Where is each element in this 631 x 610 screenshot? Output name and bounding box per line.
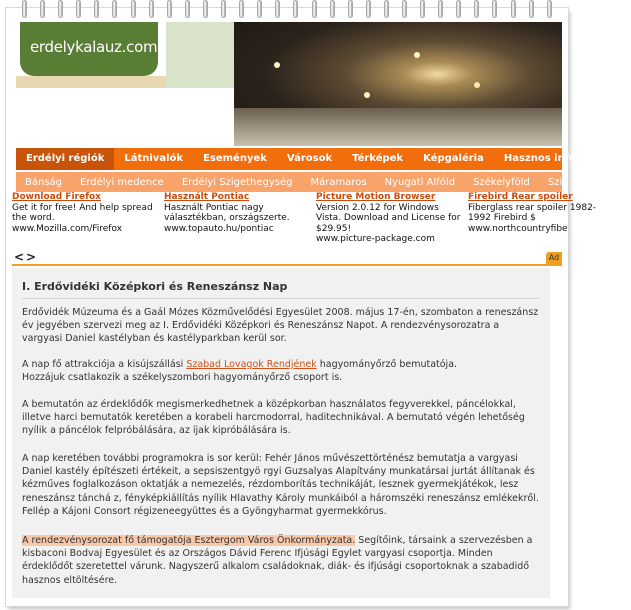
- header-photo: [234, 22, 562, 146]
- spiral-ring: [348, 0, 353, 18]
- spiral-ring: [330, 0, 335, 18]
- spiral-ring: [221, 0, 226, 18]
- subnav-item-banat[interactable]: Bánság: [25, 176, 63, 188]
- knights-order-link[interactable]: Szabad Lovagok Rendjének: [186, 359, 317, 370]
- spiral-ring: [112, 0, 117, 18]
- spiral-ring: [293, 0, 298, 18]
- nav-item-maps[interactable]: Térképek: [352, 153, 404, 164]
- ad-text: Használt Pontiac nagy választékban, országszerte.: [164, 202, 290, 223]
- article-paragraph: A bemutatón az érdeklődők megismerkedhetnek a középkorban használatos fegyverekkel, páncélokkal, illetve harci bemutatók keretében a korabeli harcmodorral, haditechnikával. A bemutató végén lehetőség nyílik a páncélok felpróbálására, az íjak kipróbálására is.: [22, 399, 525, 437]
- text-span: hagyományőrző bemutatója.: [316, 359, 458, 370]
- spiral-ring: [185, 0, 190, 18]
- ad-arrows: [12, 250, 562, 264]
- spiral-ring: [511, 0, 516, 18]
- subnav-item-szil[interactable]: Szil: [547, 176, 566, 188]
- text-span: Fellép a Kájoni Consort régizeneegyüttes és a Gyöngyharmat gyermekkórus.: [22, 505, 387, 517]
- divider: [22, 298, 540, 299]
- ad-unit[interactable]: [468, 192, 620, 248]
- spiral-ring: [529, 0, 534, 18]
- spiral-ring: [438, 0, 443, 18]
- spiral-ring: [131, 0, 136, 18]
- article-paragraph: [22, 534, 540, 587]
- article-paragraph: [22, 452, 540, 518]
- nav-item-gallery[interactable]: Képgaléria: [423, 153, 484, 164]
- ad-text: Get it for free! And help spread the word.: [12, 202, 153, 223]
- nav-item-sights[interactable]: Látnivalók: [124, 153, 184, 164]
- text-span: A nap keretében további programokra is sor kerül: Fehér János művészettörténész bemutatja a vargyasi Daniel kastély építészeti értékeit, a sepsiszentgyö rgyi Guzsalyas Alapítvány munkatársai jurtát állítanak és kézműves foglalkozáson oktatják a nemezelés, rézdomborítás technikáját, lesznek gyermekjátékok, lesz reneszánsz tánchá z, fényképkiállítás nyílik Hlavathy Károly munkáiból a háromszéki reneszánsz emlékekről.: [22, 453, 539, 504]
- spiral-ring: [384, 0, 389, 18]
- spiral-ring: [492, 0, 497, 18]
- spiral-ring: [275, 0, 280, 18]
- ad-choices-tag[interactable]: Ad: [546, 252, 562, 264]
- ad-row: [12, 192, 597, 248]
- divider: [12, 264, 562, 266]
- spiral-ring: [312, 0, 317, 18]
- spiral-ring: [94, 0, 99, 18]
- main-nav: [16, 148, 621, 170]
- ad-unit[interactable]: [12, 192, 164, 248]
- subnav-item-western-plain[interactable]: Nyugati Alföld: [384, 176, 456, 188]
- notebook-spiral: [22, 0, 552, 20]
- subnav-item-maramures[interactable]: Máramaros: [310, 176, 367, 188]
- spiral-ring: [22, 0, 27, 18]
- nav-item-info[interactable]: Hasznos információk: [503, 153, 621, 164]
- ad-url[interactable]: www.Mozilla.com/Firefox: [12, 223, 123, 234]
- nav-item-regions[interactable]: Erdélyi régiók: [16, 148, 114, 170]
- logo-text: erdelykalauz.com: [30, 38, 158, 56]
- nav-item-events[interactable]: Események: [203, 153, 267, 164]
- spiral-ring: [167, 0, 172, 18]
- prev-arrow-icon[interactable]: <: [14, 250, 25, 264]
- spiral-ring: [76, 0, 81, 18]
- ad-title[interactable]: Download Firefox: [12, 192, 101, 202]
- nav-item-cities[interactable]: Városok: [286, 153, 333, 164]
- spiral-ring: [58, 0, 63, 18]
- subnav-item-mountains[interactable]: Erdélyi Szigethegység: [181, 176, 293, 188]
- subnav-item-basin[interactable]: Erdélyi medence: [80, 176, 164, 188]
- article: [12, 268, 550, 598]
- site-header: [16, 22, 562, 146]
- ad-text: Version 2.0.12 for Windows Vista. Download and License for $29.95!: [316, 202, 461, 234]
- spiral-ring: [402, 0, 407, 18]
- ad-title[interactable]: Használt Pontiac: [164, 192, 250, 202]
- ad-text: Fiberglass rear spoiler 1982-1992 Firebird $: [468, 202, 597, 223]
- ad-url[interactable]: www.topauto.hu/pontiac: [164, 223, 274, 234]
- text-span: Segítőink, társaink a szervezésben a kisbaconi Bodvaj Egyesület és az Országos Dávid Ferenc Ifjúsági Egylet vargyasi csoportja. Minden érdeklődőt szeretettel várunk. Nagyszerű alkalom családoknak, diák- és ifjúsági csoportoknak a szabadidő hasznos eltöltésére.: [22, 535, 533, 586]
- spiral-ring: [149, 0, 154, 18]
- spiral-ring: [239, 0, 244, 18]
- text-span: A nap fő attrakciója a kisújszállási: [22, 359, 187, 370]
- ad-unit[interactable]: [164, 192, 316, 248]
- ad-url[interactable]: www.northcountryfibe: [468, 223, 568, 234]
- header-strip: [16, 76, 166, 88]
- article-paragraph: Erdővidék Múzeuma és a Gaál Mózes Közművelődési Egyesület 2008. május 17-én, szombaton a reneszánsz év jegyében szervezi meg az I. Erdővidéki Középkori és Reneszánsz Napot. A rendezvénysorozatra a vargyasi Daniel kastélyban és kastélyparkban kerül sor.: [22, 307, 539, 345]
- spiral-ring: [40, 0, 45, 18]
- ad-url[interactable]: www.picture-package.com: [316, 234, 435, 244]
- header-block: [166, 22, 234, 88]
- spiral-ring: [257, 0, 262, 18]
- spiral-ring: [456, 0, 461, 18]
- article-title: I. Erdővidéki Középkori és Reneszánsz Nap: [22, 280, 288, 293]
- next-arrow-icon[interactable]: >: [26, 250, 37, 264]
- spiral-ring: [474, 0, 479, 18]
- spiral-ring: [420, 0, 425, 18]
- text-span: Hozzájuk csatlakozik a székelyszombori hagyományőrző csoport is.: [22, 372, 343, 384]
- sub-nav: [16, 172, 566, 192]
- article-paragraph: [22, 358, 540, 384]
- spiral-ring: [366, 0, 371, 18]
- spiral-ring: [547, 0, 552, 18]
- ad-title[interactable]: Firebird Rear spoiler: [468, 192, 573, 202]
- highlighted-sponsor-text: A rendezvénysorozat fő támogatója Esztergom Város Önkormányzata.: [22, 535, 356, 546]
- ad-title[interactable]: Picture Motion Browser: [316, 192, 436, 202]
- spiral-ring: [203, 0, 208, 18]
- subnav-item-szekelyland[interactable]: Székelyföld: [473, 176, 530, 188]
- site-logo[interactable]: [20, 22, 158, 76]
- ad-unit[interactable]: [316, 192, 468, 248]
